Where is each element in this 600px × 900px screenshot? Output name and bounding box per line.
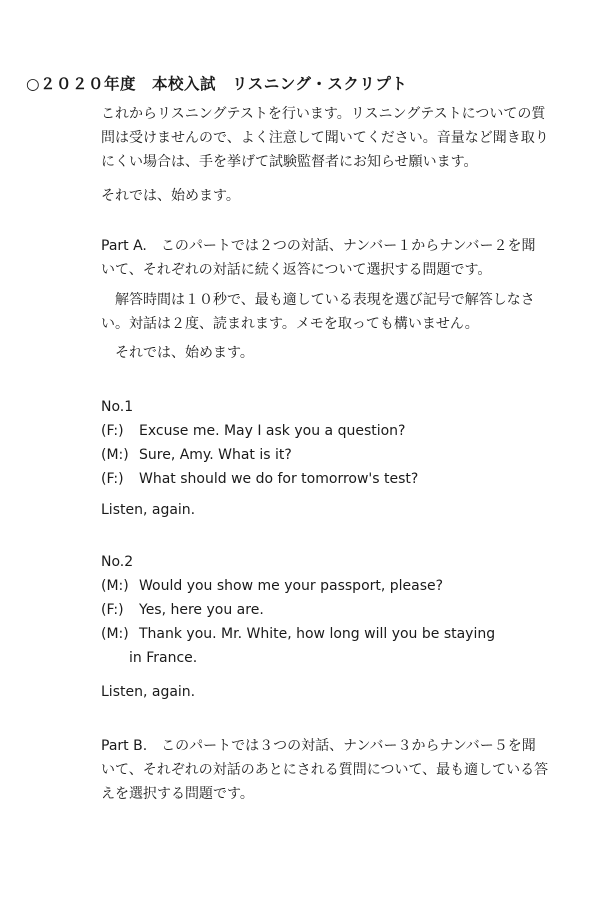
dialogue-line [101,443,418,467]
part-a-start [101,341,556,365]
dialogue-text: Thank you. Mr. White, how long will you be staying [139,626,496,642]
no1-heading: No.1 [101,399,134,415]
dialogue-line [101,622,495,646]
dialogue-line [101,574,495,598]
part-b-paragraph [101,734,556,806]
speaker-label: (F:) [101,602,124,618]
no1-dialogue [101,419,418,491]
dialogue-continuation: in France. [129,650,198,666]
dialogue-text: What should we do for tomorrow's test? [139,471,419,487]
part-b-line: えを選択する問題です。 [101,786,254,802]
no2-listen-again: Listen, again. [101,684,196,700]
page-title: ○２０２０年度 本校入試 リスニング・スクリプト [26,75,408,93]
speaker-label: (M:) [101,626,129,642]
part-a-instructions [101,288,556,336]
part-a-line: Part A. このパートでは２つの対話、ナンバー１からナンバー２を聞 [101,238,536,254]
no2-dialogue [101,574,495,670]
intro-paragraph [101,102,556,174]
speaker-label: (M:) [101,578,129,594]
dialogue-text: Excuse me. May I ask you a question? [139,423,406,439]
part-a-instruction-line: 解答時間は１０秒で、最も適している表現を選び記号で解答しなさ [115,292,535,308]
part-a-start-text: それでは、始めます。 [115,345,254,361]
dialogue-line [101,467,418,491]
speaker-label: (M:) [101,447,129,463]
part-a-line: いて、それぞれの対話に続く返答について選択する問題です。 [101,262,492,278]
part-a-instruction-line: い。対話は２度、読まれます。メモを取っても構いません。 [101,316,479,332]
part-b-line: Part B. このパートでは３つの対話、ナンバー３からナンバー５を聞 [101,738,536,754]
dialogue-line [101,598,495,622]
intro-line: 問は受けませんので、よく注意して聞いてください。音量など聞き取り [101,130,549,146]
speaker-label: (F:) [101,471,124,487]
part-a-paragraph [101,234,556,282]
intro-start: それでは、始めます。 [101,188,240,204]
intro-line: これからリスニングテストを行います。リスニングテストについての質 [101,106,546,122]
no1-listen-again: Listen, again. [101,502,196,518]
intro-line: にくい場合は、手を挙げて試験監督者にお知らせ願います。 [101,154,478,170]
dialogue-text: Sure, Amy. What is it? [139,447,292,463]
dialogue-text: Would you show me your passport, please? [139,578,444,594]
dialogue-line [101,419,418,443]
no2-heading: No.2 [101,554,134,570]
dialogue-text: Yes, here you are. [139,602,264,618]
speaker-label: (F:) [101,423,124,439]
part-b-line: いて、それぞれの対話のあとにされる質問について、最も適している答 [101,762,549,778]
